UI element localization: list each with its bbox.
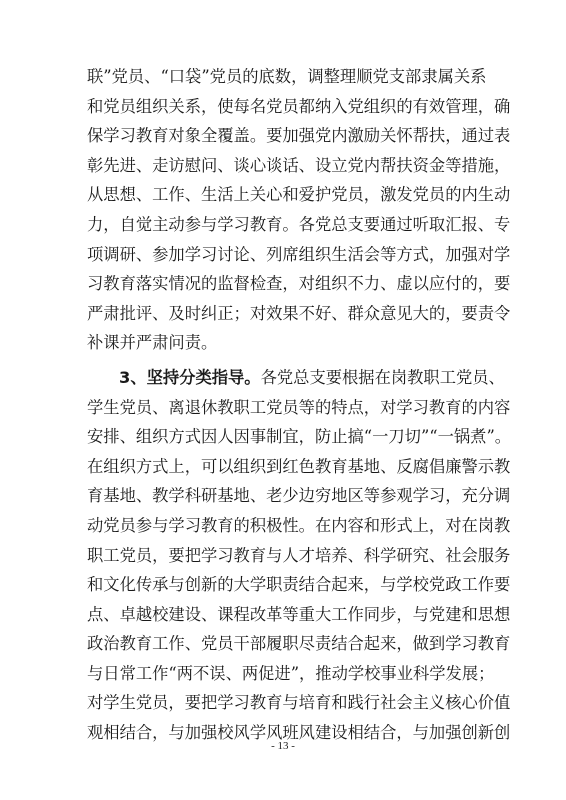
text-line: 项调研、参加学习讨论、列席组织生活会等方式，加强对学 [87, 244, 511, 264]
text-line: 安排、组织方式因人因事制宜，防止搞“一刀切”“一锅煮”。 [87, 427, 512, 447]
text-run: 各党总支要根据在岗教职工党员、 [260, 367, 505, 387]
text-line: 和党员组织关系，使每名党员都纳入党组织的有效管理，确 [87, 96, 511, 116]
text-line: 在组织方式上，可以组织到红色教育基地、反腐倡廉警示教 [87, 456, 511, 476]
paragraph-2 [87, 363, 512, 748]
text-line: 力，自觉主动参与学习教育。各党总支要通过听取汇报、专 [87, 214, 511, 234]
text-line: 严肃批评、及时纠正；对效果不好、群众意见大的，要责令 [87, 303, 511, 323]
text-line: 点、卓越校建设、课程改革等重大工作同步，与党建和思想 [87, 604, 511, 624]
text-line: 联”党员、“口袋”党员的底数，调整理顺党支部隶属关系 [87, 67, 487, 86]
page-number: - 13 - [271, 740, 295, 752]
section-heading: 3、坚持分类指导。 [119, 367, 261, 387]
paragraph-1 [87, 62, 511, 358]
text-line: 动党员参与学习教育的积极性。在内容和形式上，对在岗教 [87, 515, 511, 535]
text-line: 从思想、工作、生活上关心和爱护党员，激发党员的内生动 [87, 185, 511, 205]
text-line: 与日常工作“两不误、两促进”，推动学校事业科学发展； [87, 663, 495, 683]
text-line: 补课并严肃问责。 [87, 333, 218, 353]
paragraph-first-line [87, 363, 505, 393]
text-line: 彰先进、走访慰问、谈心谈话、设立党内帮扶资金等措施， [87, 155, 511, 175]
text-line: 观相结合，与加强校风学风班风建设相结合，与加强创新创 [87, 723, 511, 743]
text-line: 政治教育工作、党员干部履职尽责结合起来，做到学习教育 [87, 634, 511, 654]
document-body [87, 62, 512, 748]
text-line: 育基地、教学科研基地、老少边穷地区等参观学习，充分调 [87, 486, 511, 506]
text-line: 和文化传承与创新的大学职责结合起来，与学校党政工作要 [87, 575, 511, 595]
text-line: 学生党员、离退休教职工党员等的特点，对学习教育的内容 [87, 397, 511, 417]
text-line: 保学习教育对象全覆盖。要加强党内激励关怀帮扶，通过表 [87, 126, 511, 146]
text-line: 对学生党员，要把学习教育与培育和践行社会主义核心价值 [87, 693, 511, 713]
text-line: 习教育落实情况的监督检查，对组织不力、虚以应付的，要 [87, 274, 511, 294]
text-line: 职工党员，要把学习教育与人才培养、科学研究、社会服务 [87, 545, 511, 565]
